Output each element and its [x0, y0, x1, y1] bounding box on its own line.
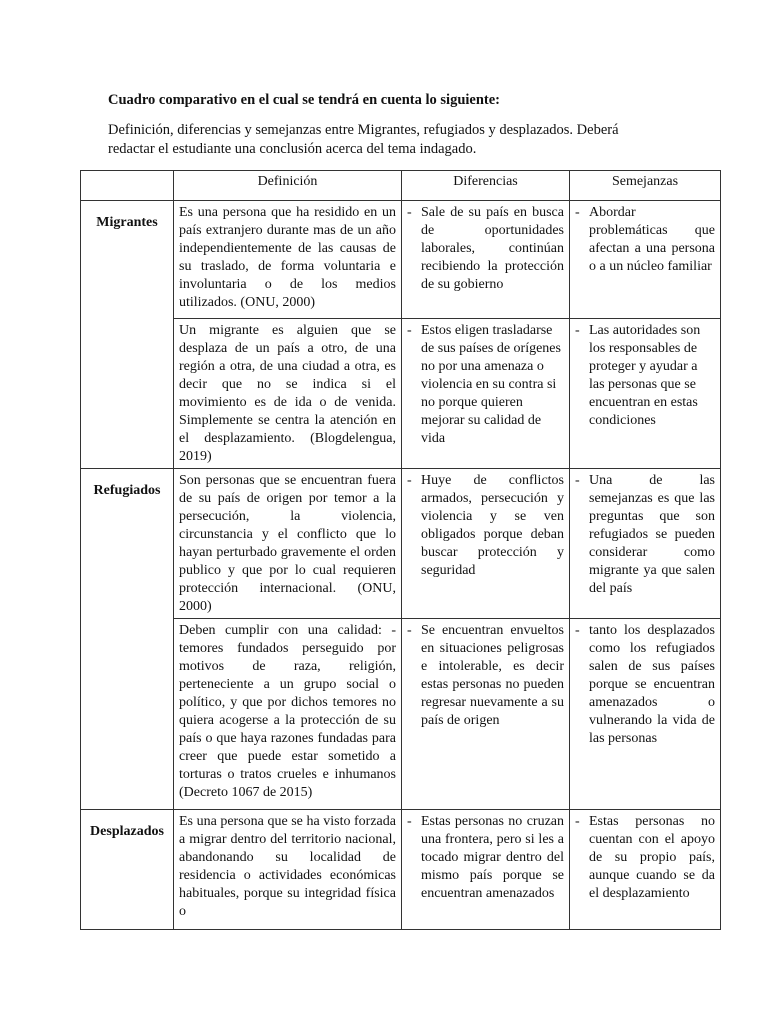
- table-header-row: [81, 171, 721, 201]
- semejanzas-text: tanto los desplazados como los refugiados salen de sus países porque se encuentran amenazados o vulnerando la vida de las personas: [589, 623, 715, 746]
- definicion-cell: Son personas que se encuentran fuera de su país de origen por temor a la persecución, la violencia, circunstancia y el conflicto que lo hayan perturbado gravemente el orden publico y que por lo cual requieren protección internacional. (ONU, 2000): [174, 469, 402, 619]
- table-row: [81, 810, 721, 930]
- diferencias-cell: - Huye de conflictos armados, persecución y violencia y se ven obligados porque deban buscar protección y seguridad: [402, 469, 570, 619]
- semejanzas-text: Una de las semejanzas es que las preguntas que son refugiados se pueden considerar como migrante ya que salen del país: [589, 473, 715, 596]
- comparison-table: [80, 170, 721, 930]
- diferencias-text: Huye de conflictos armados, persecución y violencia y se ven obligados porque deban buscar protección y seguridad: [421, 473, 564, 578]
- diferencias-cell: - Se encuentran envueltos en situaciones peligrosas e intolerable, es decir estas personas no pueden regresar nuevamente a su país de origen: [402, 619, 570, 810]
- table-row: [81, 469, 721, 619]
- definicion-cell: Es una persona que se ha visto forzada a migrar dentro del territorio nacional, abandonando su localidad de residencia o actividades económicas habituales, porque su integridad física o: [174, 810, 402, 930]
- header-empty-cell: [81, 171, 174, 201]
- diferencias-cell: - Estos eligen trasladarse de sus países de orígenes no por una amenaza o violencia en su contra si no porque quieren mejorar su calidad de vida: [402, 319, 570, 469]
- group-label-migrantes: Migrantes: [81, 201, 174, 469]
- header-semejanzas: Semejanzas: [570, 171, 721, 201]
- definicion-cell: Un migrante es alguien que se desplaza de un país a otro, de una región a otra, de una ciudad a otra, es decir que no se indica si el movimiento es de ida o de venida. Simplemente se centra la atención en el desplazamiento. (Blogdelengua, 2019): [174, 319, 402, 469]
- semejanzas-cell: - Abordar problemáticas que afectan a una persona o a un núcleo familiar: [570, 201, 721, 319]
- group-label-desplazados: Desplazados: [81, 810, 174, 930]
- table-row: [81, 201, 721, 319]
- semejanzas-text: Las autoridades son los responsables de proteger y ayudar a las personas que se encuentran en estas condiciones: [589, 323, 701, 428]
- definicion-cell: Es una persona que ha residido en un país extranjero durante mas de un año independientemente de las causas de su traslado, de forma voluntaria e involuntaria o de los medios utilizados. (ONU, 2000): [174, 201, 402, 319]
- semejanzas-cell: - Estas personas no cuentan con el apoyo de su propio país, aunque cuando se da el desplazamiento: [570, 810, 721, 930]
- semejanzas-cell: - Las autoridades son los responsables de proteger y ayudar a las personas que se encuentran en estas condiciones: [570, 319, 721, 469]
- intro-paragraph: Definición, diferencias y semejanzas entre Migrantes, refugiados y desplazados. Deberá redactar el estudiante una conclusión acerca del tema indagado.: [108, 122, 619, 157]
- header-definicion: Definición: [174, 171, 402, 201]
- table-row: [81, 619, 721, 810]
- table-row: [81, 319, 721, 469]
- diferencias-cell: - Sale de su país en busca de oportunidades laborales, continúan recibiendo la protección de su gobierno: [402, 201, 570, 319]
- semejanzas-cell: - tanto los desplazados como los refugiados salen de sus países porque se encuentran amenazados o vulnerando la vida de las personas: [570, 619, 721, 810]
- diferencias-cell: - Estas personas no cruzan una frontera, pero si les a tocado migrar dentro del mismo país porque se encuentran amenazados: [402, 810, 570, 930]
- diferencias-text: Sale de su país en busca de oportunidades laborales, continúan recibiendo la protección de su gobierno: [421, 205, 564, 292]
- document-heading: Cuadro comparativo en el cual se tendrá en cuenta lo siguiente:: [108, 92, 501, 108]
- header-diferencias: Diferencias: [402, 171, 570, 201]
- semejanzas-cell: - Una de las semejanzas es que las preguntas que son refugiados se pueden considerar como migrante ya que salen del país: [570, 469, 721, 619]
- diferencias-text: Se encuentran envueltos en situaciones peligrosas e intolerable, es decir estas personas no pueden regresar nuevamente a su país de origen: [421, 623, 564, 728]
- semejanzas-text: Estas personas no cuentan con el apoyo de su propio país, aunque cuando se da el desplazamiento: [589, 814, 715, 901]
- semejanzas-text: Abordar problemáticas que afectan a una persona o a un núcleo familiar: [589, 205, 715, 274]
- diferencias-text: Estas personas no cruzan una frontera, pero si les a tocado migrar dentro del mismo país porque se encuentran amenazados: [421, 814, 564, 901]
- group-label-refugiados: Refugiados: [81, 469, 174, 810]
- definicion-cell: Deben cumplir con una calidad: -temores fundados perseguido por motivos de raza, religión, perteneciente a un grupo social o político, y que por dichos temores no quiera acogerse a la protección de su país o que haya razones fundadas para creer que puede estar sometido a torturas o tratos crueles e inhumanos (Decreto 1067 de 2015): [174, 619, 402, 810]
- diferencias-text: Estos eligen trasladarse de sus países de orígenes no por una amenaza o violencia en su contra si no porque quieren mejorar su calidad de vida: [421, 323, 561, 446]
